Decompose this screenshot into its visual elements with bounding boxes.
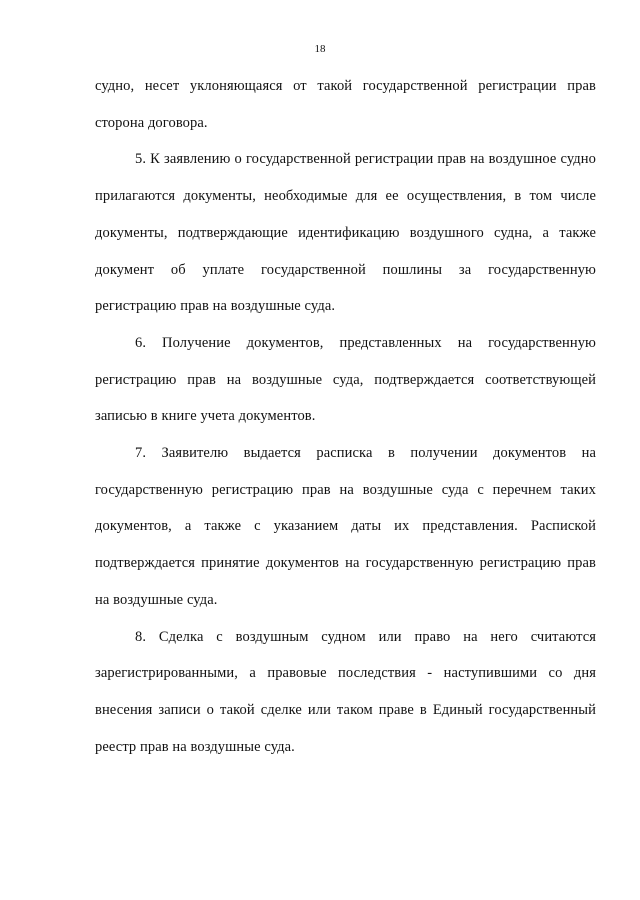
- paragraph-item-8: 8. Сделка с воздушным судном или право на него считаются зарегистрированными, а правовые последствия - наступившими со дня внесения записи о такой сделке или таком праве в Единый государственный реестр прав на воздушные суда.: [95, 628, 596, 755]
- page-number: 18: [314, 43, 326, 55]
- paragraph-item-5: 5. К заявлению о государственной регистрации прав на воздушное судно прилагаются документы, необходимые для ее осуществления, в том числе документы, подтверждающие идентификацию воздушного судна, а также документ об уплате государственной пошлины за государственную регистрацию прав на воздушные суда.: [95, 151, 596, 315]
- paragraph-continuation: судно, несет уклоняющаяся от такой государственной регистрации прав сторона договора.: [95, 78, 596, 131]
- paragraph-item-6: 6. Получение документов, представленных на государственную регистрацию прав на воздушные суда, подтверждается соответствующей записью в книге учета документов.: [95, 334, 596, 425]
- document-body: [95, 68, 596, 765]
- paragraph-item-7: 7. Заявителю выдается расписка в получении документов на государственную регистрацию прав на воздушные суда с перечнем таких документов, а также с указанием даты их представления. Распиской подтверждается принятие документов на государственную регистрацию прав на воздушные суда.: [95, 445, 596, 608]
